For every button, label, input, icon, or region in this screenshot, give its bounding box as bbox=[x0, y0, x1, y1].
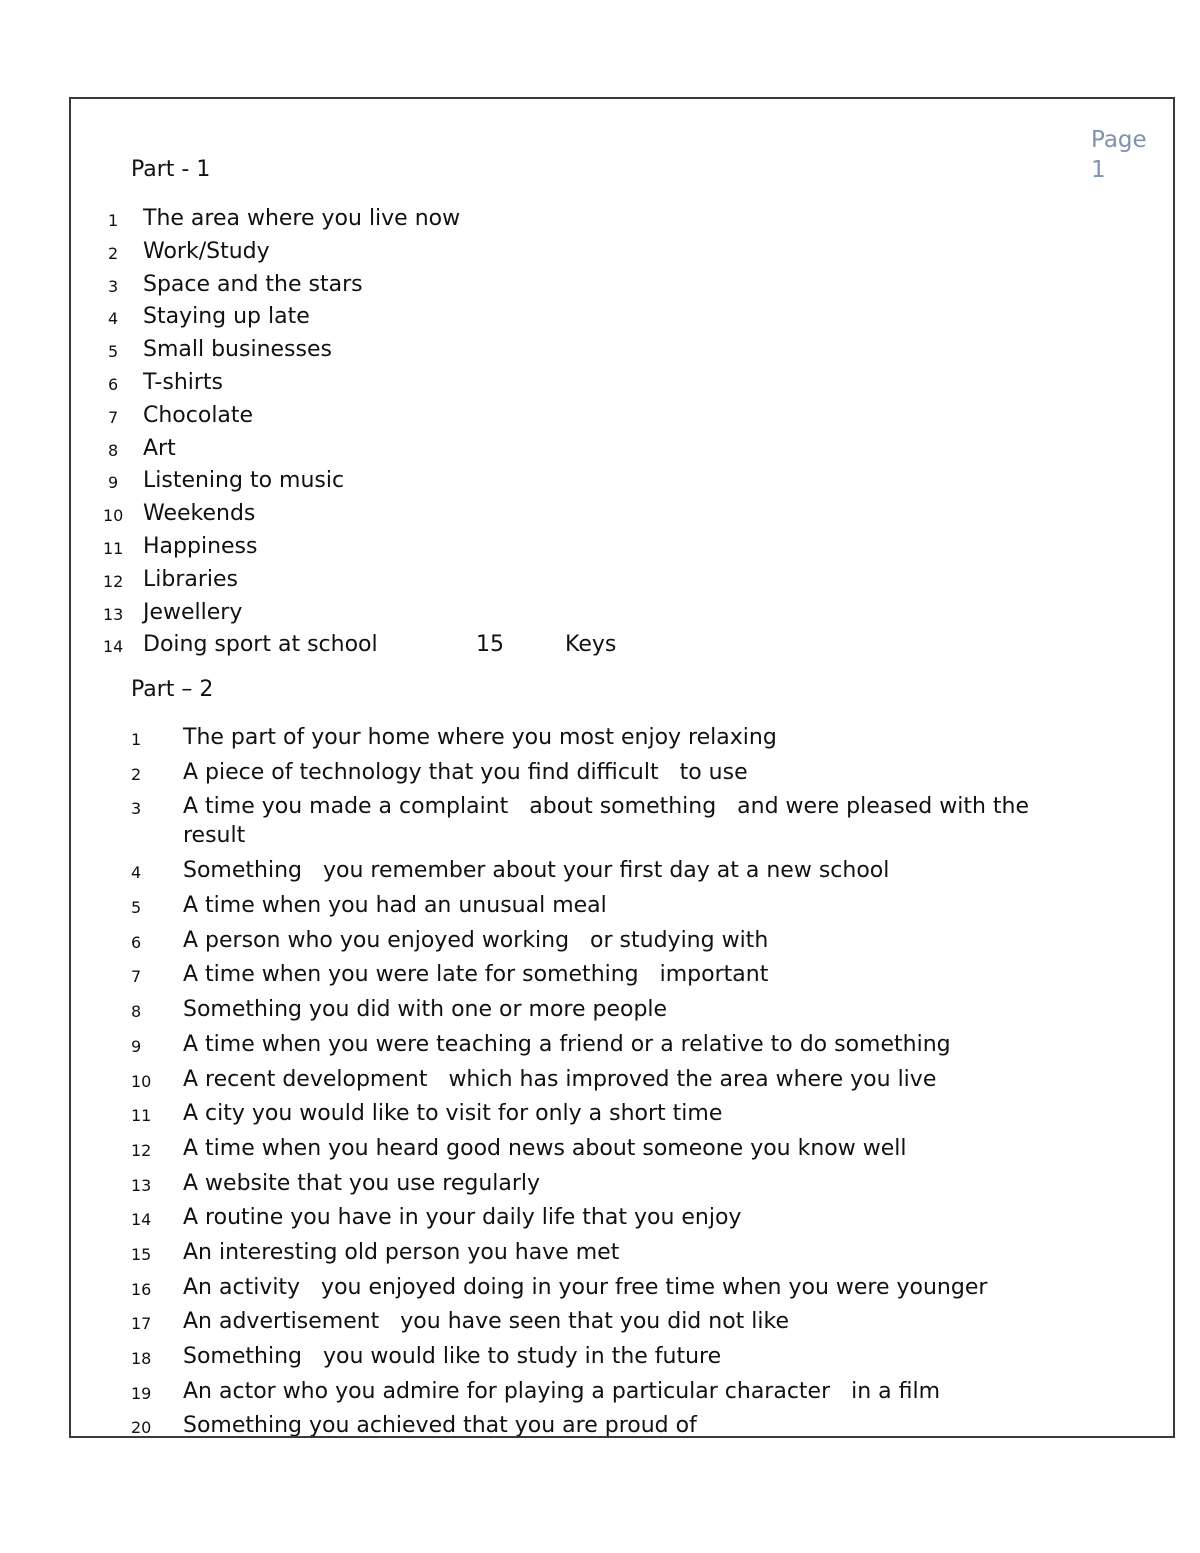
item-number: 20 bbox=[131, 1418, 152, 1438]
part-1-title: Part - 1 bbox=[131, 157, 211, 182]
item-text: Something you did with one or more people bbox=[183, 997, 668, 1023]
item-text: An actor who you admire for playing a particular character in a film bbox=[183, 1378, 941, 1404]
item-number: 8 bbox=[108, 440, 119, 460]
item-number: 11 bbox=[131, 1106, 152, 1126]
item-text: The part of your home where you most enjoy relaxing bbox=[183, 725, 777, 750]
item-number: 1 bbox=[108, 211, 119, 230]
item-text: Art bbox=[143, 435, 176, 461]
item-number: 12 bbox=[103, 571, 124, 591]
item-number: 4 bbox=[108, 309, 119, 329]
item-text: Libraries bbox=[143, 566, 239, 592]
item-text: Chocolate bbox=[143, 402, 254, 428]
item-number: 3 bbox=[131, 799, 142, 819]
item-number: 7 bbox=[131, 967, 142, 987]
item-text: A time when you were teaching a friend or a relative to do something bbox=[183, 1031, 951, 1057]
item-number: 7 bbox=[108, 407, 119, 427]
item-text: Small businesses bbox=[143, 337, 332, 363]
item-number: 6 bbox=[131, 932, 142, 952]
item-number: 5 bbox=[108, 342, 119, 362]
item-number: 9 bbox=[131, 1036, 142, 1056]
item-text: A website that you use regularly bbox=[183, 1170, 541, 1196]
item-text: T-shirts bbox=[143, 369, 224, 395]
page-number-label bbox=[1091, 125, 1147, 185]
item-number: 1 bbox=[131, 730, 142, 749]
item-text: Something you would like to study in the future bbox=[183, 1344, 722, 1369]
item-number: 14 bbox=[131, 1210, 152, 1230]
item-text: Jewellery bbox=[143, 599, 243, 625]
item-text: Something you remember about your first day at a new school bbox=[183, 858, 890, 884]
item-number: 5 bbox=[131, 898, 142, 918]
item-text: The area where you live now bbox=[143, 206, 461, 231]
item-text: A time when you had an unusual meal bbox=[183, 893, 607, 919]
item-text: Space and the stars bbox=[143, 271, 363, 297]
page-label-word: Page bbox=[1091, 127, 1147, 153]
item-number: 14 bbox=[103, 637, 124, 657]
item-number: 9 bbox=[108, 473, 119, 493]
item-text: A person who you enjoyed working or studying with bbox=[183, 927, 769, 953]
item-text: Listening to music bbox=[143, 468, 345, 494]
item-number: 10 bbox=[103, 506, 124, 526]
item-number: 10 bbox=[131, 1071, 152, 1091]
item-number: 13 bbox=[103, 604, 124, 624]
item-text: Staying up late bbox=[143, 304, 310, 330]
item-text: An interesting old person you have met bbox=[183, 1239, 620, 1265]
part-2-title: Part – 2 bbox=[131, 677, 214, 702]
item-15-number: 15 bbox=[476, 632, 504, 658]
item-text: Work/Study bbox=[143, 238, 270, 264]
item-15-text: Keys bbox=[565, 632, 617, 658]
item-number: 6 bbox=[108, 374, 119, 394]
item-text: A routine you have in your daily life that you enjoy bbox=[183, 1205, 742, 1231]
item-number: 3 bbox=[108, 276, 119, 296]
item-number: 12 bbox=[131, 1140, 152, 1160]
item-text: A city you would like to visit for only a short time bbox=[183, 1101, 723, 1127]
page-frame bbox=[69, 97, 1175, 1438]
item-text: A piece of technology that you find difficult to use bbox=[183, 759, 748, 785]
item-number: 18 bbox=[131, 1349, 152, 1368]
item-number: 13 bbox=[131, 1175, 152, 1195]
page-label-number: 1 bbox=[1091, 157, 1106, 183]
item-number: 2 bbox=[131, 764, 142, 784]
item-number: 17 bbox=[131, 1314, 152, 1334]
item-text: A time when you heard good news about someone you know well bbox=[183, 1135, 907, 1161]
item-number: 11 bbox=[103, 538, 124, 558]
item-number: 15 bbox=[131, 1244, 152, 1264]
item-number: 19 bbox=[131, 1383, 152, 1403]
item-text: A recent development which has improved the area where you live bbox=[183, 1066, 937, 1092]
item-number: 2 bbox=[108, 243, 119, 263]
item-text: An activity you enjoyed doing in your free time when you were younger bbox=[183, 1274, 988, 1300]
item-text: An advertisement you have seen that you did not like bbox=[183, 1309, 789, 1335]
item-number: 16 bbox=[131, 1279, 152, 1299]
item-text: A time when you were late for something important bbox=[183, 962, 769, 988]
item-text: Weekends bbox=[143, 501, 256, 527]
item-text: Happiness bbox=[143, 533, 258, 559]
item-text: A time you made a complaint about something and were pleased with the result bbox=[183, 794, 1036, 849]
item-text: Doing sport at school bbox=[143, 632, 378, 658]
item-text: Something you achieved that you are proud of bbox=[183, 1413, 697, 1438]
item-number: 8 bbox=[131, 1002, 142, 1022]
item-number: 4 bbox=[131, 863, 142, 883]
